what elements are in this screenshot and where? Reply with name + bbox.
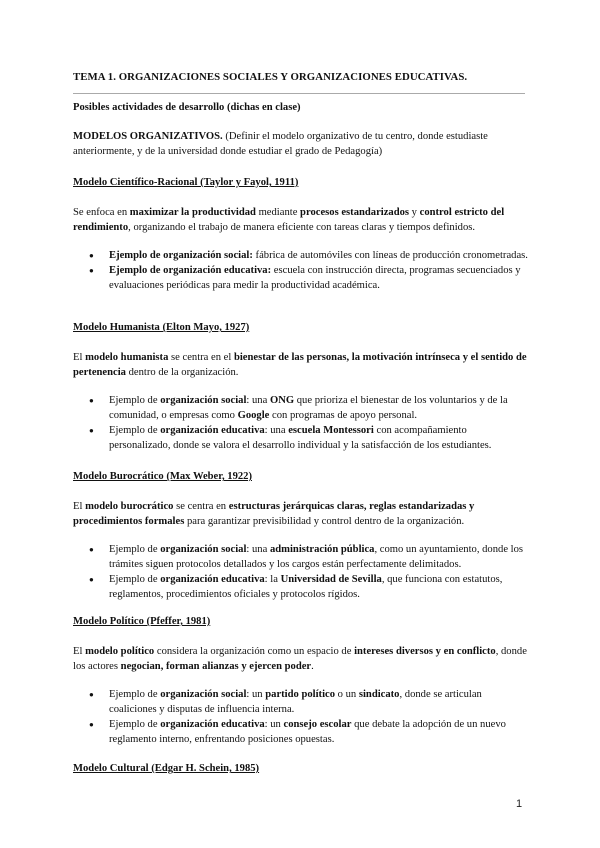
section-bullets — [73, 687, 528, 747]
text-run: para garantizar previsibilidad y control dentro de la organización. — [184, 516, 465, 527]
text-run: , como un ayuntamiento, donde los trámites siguen protocolos detallados y los cargos están perfectamente delimitados. — [109, 544, 524, 570]
text-run: escuela con instrucción directa, programas secuenciados y evaluaciones periódicas para medir la productividad académica. — [109, 265, 521, 291]
bold-run: organización social — [160, 395, 247, 406]
bullet-item — [73, 542, 528, 572]
title-divider — [73, 93, 525, 94]
text-run: o un — [335, 689, 359, 700]
text-run: : una — [264, 425, 289, 436]
text-run: El — [73, 646, 86, 657]
text-run: . — [311, 661, 314, 672]
text-run: : una — [246, 544, 270, 555]
section-paragraph — [73, 499, 528, 529]
bullet-item — [73, 687, 528, 717]
bold-run: Ejemplo de organización educativa: — [109, 265, 272, 276]
text-run: El — [73, 352, 86, 363]
intro-text: (Definir el modelo organizativo de tu centro, donde estudiaste anteriormente, y de la universidad donde estudiar el grado de Pedagogía) — [73, 131, 488, 157]
text-run: : la — [264, 574, 281, 585]
bold-run: organización educativa — [160, 719, 265, 730]
bold-run: consejo escolar — [283, 719, 352, 730]
section-heading: Modelo Científico-Racional (Taylor y Fayol, 1911) — [73, 177, 299, 188]
text-run: , que funciona con estatutos, reglamentos, procedimientos oficiales y protocolos rígidos. — [109, 574, 503, 600]
text-run: El — [73, 501, 86, 512]
activities-subtitle: Posibles actividades de desarrollo (dichas en clase) — [73, 102, 301, 113]
bold-run: partido político — [265, 689, 336, 700]
section-bullets — [73, 542, 528, 602]
text-run: Se enfoca en — [73, 207, 130, 218]
bold-run: estructuras jerárquicas claras, reglas estandarizadas y procedimientos formales — [73, 501, 475, 527]
text-run: se centra en — [173, 501, 229, 512]
bullet-item — [73, 423, 528, 453]
model-section-humanista — [73, 320, 528, 453]
bold-run: modelo burocrático — [85, 501, 174, 512]
text-run: se centra en el — [168, 352, 234, 363]
text-run: , donde se articulan coaliciones y disputas de influencia interna. — [109, 689, 482, 715]
bullet-item — [73, 263, 528, 293]
bold-run: Google — [237, 410, 270, 421]
model-section-cultural — [73, 761, 528, 776]
section-heading: Modelo Burocrático (Max Weber, 1922) — [73, 471, 252, 482]
text-run: con acompañamiento personalizado, donde se valora el desarrollo individual y la satisfacción de los estudiantes. — [109, 425, 492, 451]
bold-run: administración pública — [269, 544, 375, 555]
bullet-item — [73, 717, 528, 747]
bold-run: sindicato — [358, 689, 400, 700]
text-run: Ejemplo de — [109, 689, 161, 700]
section-heading: Modelo Humanista (Elton Mayo, 1927) — [73, 322, 250, 333]
bold-run: organización educativa — [160, 425, 265, 436]
bold-run: bienestar de las personas, la motivación intrínseca y el sentido de pertenencia — [73, 352, 527, 378]
model-section-politico — [73, 614, 528, 747]
text-run: que debate la adopción de un nuevo reglamento interno, enfrentando posiciones opuestas. — [109, 719, 506, 745]
bold-run: negocian, forman alianzas y ejercen poder — [120, 661, 312, 672]
bullet-item — [73, 393, 528, 423]
section-heading: Modelo Político (Pfeffer, 1981) — [73, 616, 211, 627]
text-run: : un — [246, 689, 266, 700]
bullet-item — [73, 248, 528, 263]
model-section-cientifico — [73, 175, 528, 293]
text-run: considera la organización como un espacio de — [154, 646, 355, 657]
text-run: , donde los actores — [73, 646, 527, 672]
text-run: : un — [264, 719, 284, 730]
section-bullets — [73, 393, 528, 453]
section-heading: Modelo Cultural (Edgar H. Schein, 1985) — [73, 763, 260, 774]
text-run: Ejemplo de — [109, 544, 161, 555]
intro-paragraph — [73, 129, 528, 159]
bold-run: maximizar la productividad — [129, 207, 256, 218]
page-number: 1 — [516, 798, 523, 810]
bold-run: Ejemplo de organización social: — [109, 250, 253, 261]
text-run: dentro de la organización. — [125, 367, 239, 378]
bold-run: organización social — [160, 544, 247, 555]
section-paragraph — [73, 205, 528, 235]
model-section-burocratico — [73, 469, 528, 602]
text-run: : una — [246, 395, 270, 406]
text-run: con programas de apoyo personal. — [269, 410, 418, 421]
bold-run: ONG — [269, 395, 295, 406]
document-title: TEMA 1. ORGANIZACIONES SOCIALES Y ORGANIZACIONES EDUCATIVAS. — [73, 71, 468, 83]
section-bullets — [73, 248, 528, 293]
bold-run: modelo humanista — [85, 352, 169, 363]
bold-run: modelo político — [85, 646, 155, 657]
section-paragraph — [73, 350, 528, 380]
intro-bold-label: MODELOS ORGANIZATIVOS. — [73, 131, 223, 142]
text-run: Ejemplo de — [109, 719, 161, 730]
bullet-item — [73, 572, 528, 602]
section-paragraph — [73, 644, 528, 674]
text-run: Ejemplo de — [109, 574, 161, 585]
text-run: que prioriza el bienestar de los voluntarios y de la comunidad, o empresas como — [109, 395, 508, 421]
bold-run: procesos estandarizados — [300, 207, 410, 218]
text-run: Ejemplo de — [109, 395, 161, 406]
bold-run: Universidad de Sevilla — [280, 574, 382, 585]
text-run: Ejemplo de — [109, 425, 161, 436]
text-run: y — [409, 207, 420, 218]
text-run: mediante — [255, 207, 301, 218]
bold-run: intereses diversos y en conflicto — [354, 646, 496, 657]
text-run: fábrica de automóviles con líneas de producción cronometradas. — [252, 250, 528, 261]
text-run: , organizando el trabajo de manera eficiente con tareas claras y tiempos definidos. — [128, 222, 476, 233]
bold-run: escuela Montessori — [288, 425, 374, 436]
bold-run: organización social — [160, 689, 247, 700]
bold-run: organización educativa — [160, 574, 265, 585]
bold-run: control estricto del rendimiento — [73, 207, 505, 233]
